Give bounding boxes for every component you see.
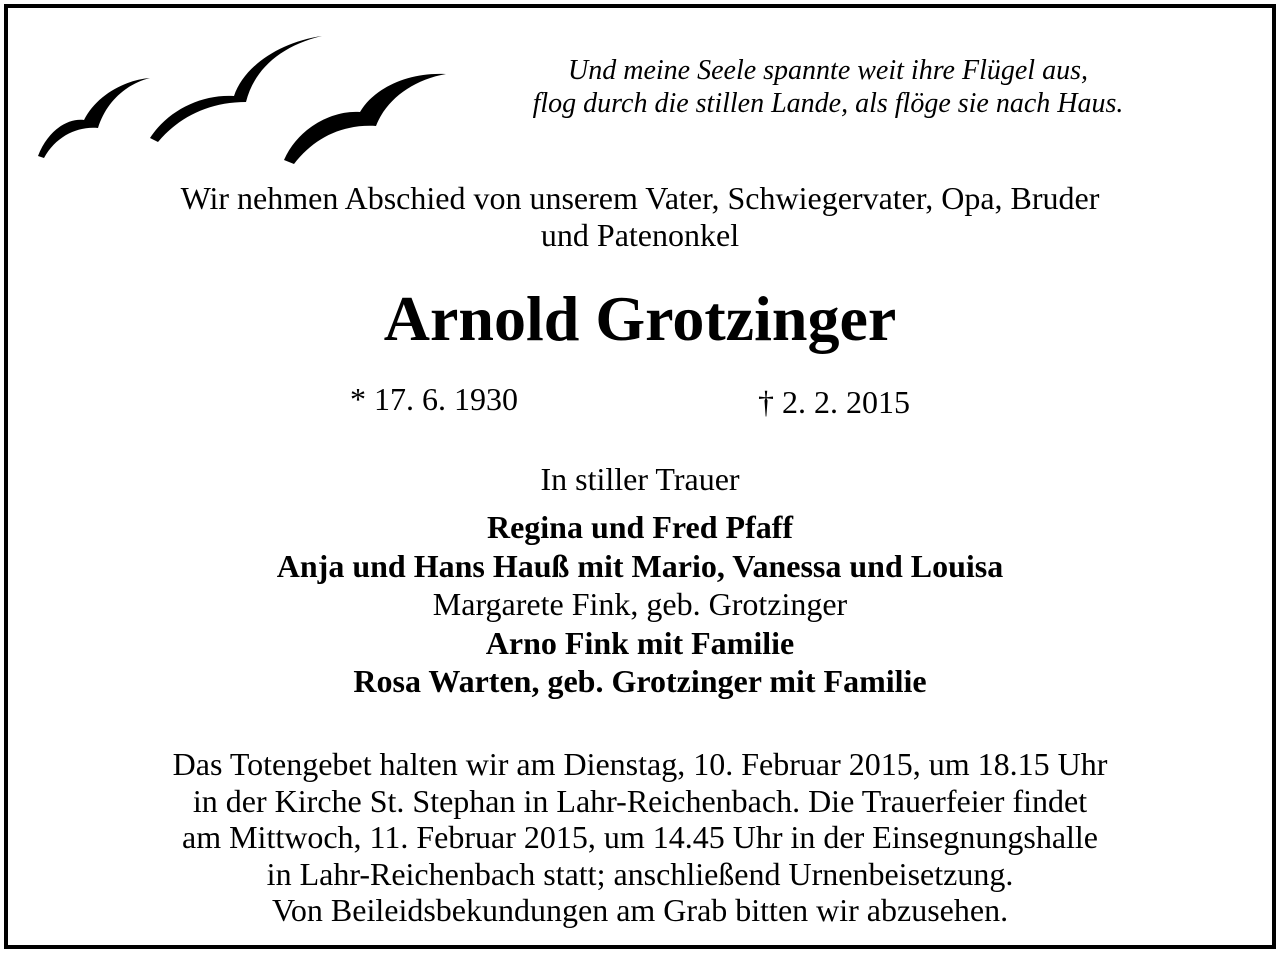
mourner-maiden-name: , geb. Grotzinger — [630, 586, 848, 622]
mourner-name: Margarete Fink — [432, 586, 631, 622]
notice-line: in der Kirche St. Stephan in Lahr-Reichenbach. Die Trauerfeier findet — [192, 782, 1088, 819]
death-date: † 2. 2. 2015 — [758, 384, 910, 420]
funeral-notice — [8, 746, 1272, 929]
obituary-frame — [4, 4, 1276, 949]
notice-line: Das Totengebet halten wir am Dienstag, 10. Februar 2015, um 18.15 Uhr — [172, 746, 1108, 782]
intro-line-2: und Patenonkel — [540, 217, 740, 253]
bird-left-icon — [38, 78, 150, 158]
mourner-line: Regina und Fred Pfaff — [486, 509, 794, 545]
mourning-heading: In stiller Trauer — [540, 461, 740, 497]
bird-middle-icon — [150, 36, 322, 142]
mourner-line: Anja und Hans Hauß mit Mario, Vanessa und Louisa — [276, 547, 1004, 584]
notice-line: am Mittwoch, 11. Februar 2015, um 14.45 Uhr in der Einsegnungshalle — [182, 819, 1098, 855]
quote-line-1: Und meine Seele spannte weit ihre Flügel aus, — [568, 55, 1088, 86]
epigraph-quote — [428, 54, 1228, 120]
mourner-line: Rosa Warten, geb. Grotzinger mit Familie — [353, 663, 927, 699]
bird-right-icon — [284, 74, 446, 164]
intro-line-1: Wir nehmen Abschied von unserem Vater, Schwiegervater, Opa, Bruder — [180, 180, 1100, 216]
mourners-list — [8, 508, 1272, 701]
birds-icon — [32, 26, 462, 166]
notice-line: Von Beileidsbekundungen am Grab bitten wir abzusehen. — [271, 892, 1009, 928]
quote-line-2: flog durch die stillen Lande, als flöge sie nach Haus. — [532, 88, 1124, 119]
mourner-line: Arno Fink mit Familie — [485, 624, 795, 661]
notice-line: in Lahr-Reichenbach statt; anschließend Urnenbeisetzung. — [266, 855, 1014, 892]
birth-date: * 17. 6. 1930 — [350, 381, 518, 417]
farewell-intro — [8, 180, 1272, 254]
mourner-line — [8, 585, 1272, 624]
deceased-name: Arnold Grotzinger — [383, 283, 897, 354]
